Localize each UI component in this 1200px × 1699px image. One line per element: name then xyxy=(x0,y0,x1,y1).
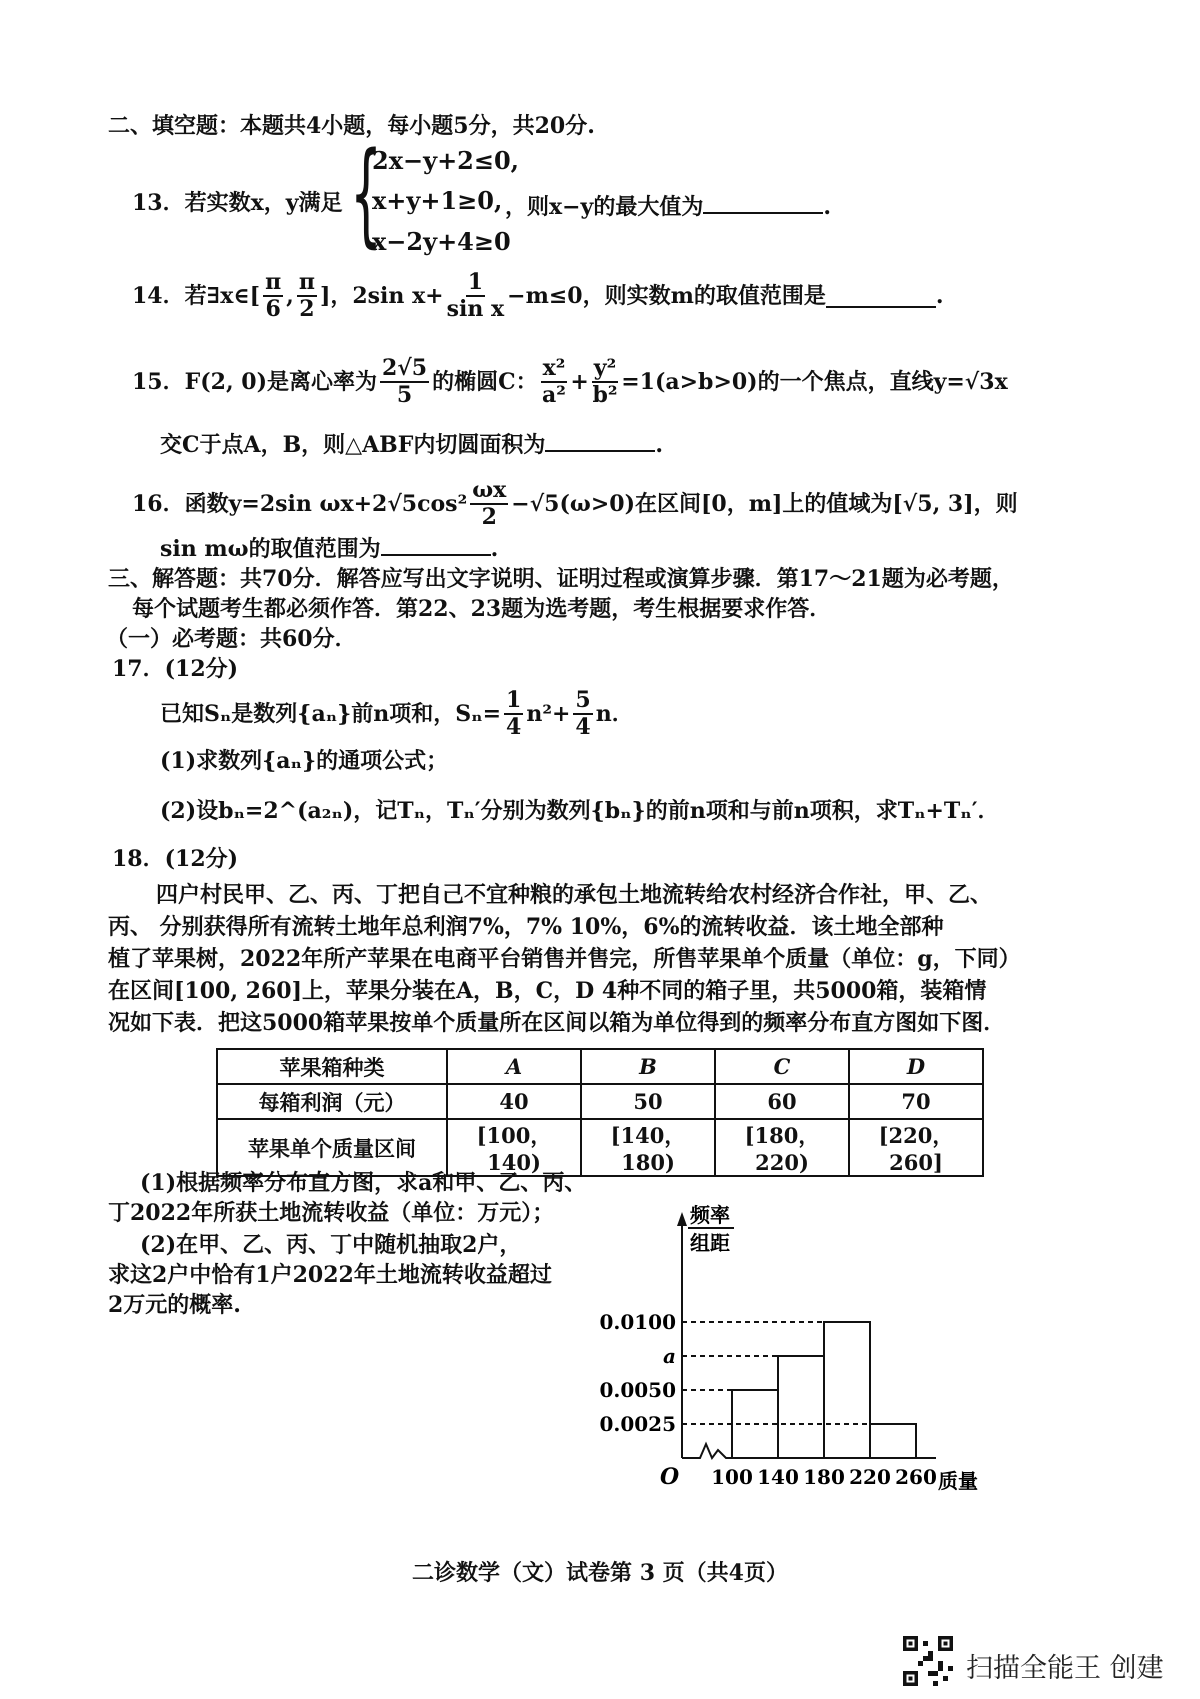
q14-line xyxy=(132,270,944,323)
q14-frac-1-sinx xyxy=(447,270,505,323)
qr-code-icon xyxy=(903,1636,953,1686)
q18-stem-4: 在区间[100, 260]上，苹果分装在A，B，C，D 4种不同的箱子里，共5000箱，装箱情 xyxy=(108,978,987,1004)
q17-head: 17．(12分) xyxy=(112,656,239,682)
q13-eq3: x−2y+4≥0 xyxy=(372,227,511,256)
q18-stem-2: 丙、 分别获得所有流转土地年总利润7%，7% 10%，6%的流转收益．该土地全部种 xyxy=(108,914,944,940)
q14-end: . xyxy=(935,283,944,310)
x-axis-label: 质量 xyxy=(938,1469,978,1493)
q14-frac-pi6 xyxy=(263,270,283,323)
y-axis-label-denominator: 组距 xyxy=(690,1231,730,1255)
q16-line2 xyxy=(160,532,498,562)
q17-stem-lead: 已知Sₙ是数列{aₙ}前n项和，Sₙ= xyxy=(160,701,502,728)
q14-mid: ]，2sin x+ xyxy=(319,283,444,310)
q13-eq2: x+y+1≥0, xyxy=(372,186,503,215)
frac-num: x² xyxy=(541,356,568,383)
table-row xyxy=(217,1049,983,1084)
apple-box-table xyxy=(216,1048,984,1177)
y-tick-label: a xyxy=(663,1344,676,1368)
q16-line1 xyxy=(132,478,1018,531)
table-cell: 60 xyxy=(715,1084,849,1119)
table-cell: C xyxy=(715,1049,849,1084)
frac-num: 2√5 xyxy=(380,356,429,383)
x-tick-label: 140 xyxy=(757,1465,799,1489)
table-cell: [100，140) xyxy=(447,1119,581,1176)
q16-tail: −√5(ω>0)在区间[0，m]上的值域为[√5, 3]，则 xyxy=(511,491,1018,518)
q17-frac-5-4 xyxy=(573,688,592,741)
y-tick-label: 0.0025 xyxy=(599,1412,676,1436)
q17-part1: (1)求数列{aₙ}的通项公式； xyxy=(160,748,449,774)
origin-label: O xyxy=(660,1464,680,1490)
frequency-histogram xyxy=(590,1196,1040,1516)
x-tick-label: 220 xyxy=(849,1465,891,1489)
q17-stem xyxy=(160,688,634,741)
histogram-bar xyxy=(824,1322,870,1458)
q18-stem-3: 植了苹果树，2022年所产苹果在电商平台销售并售完，所售苹果单个质量（单位：g，下同） xyxy=(108,946,1021,972)
q15-frac-ecc xyxy=(380,356,429,409)
histogram-bar xyxy=(778,1356,824,1458)
q15-mid: 的椭圆C： xyxy=(432,369,538,396)
frac-den: a² xyxy=(542,382,566,409)
q16-lead: 16．函数y=2sin ωx+2√5cos² xyxy=(132,491,468,518)
table-row xyxy=(217,1084,983,1119)
section-2-heading: 二、填空题：本题共4小题，每小题5分，共20分. xyxy=(108,113,595,139)
scanner-watermark: 扫描全能王 创建 xyxy=(966,1653,1164,1684)
table-cell: A xyxy=(447,1049,581,1084)
x-axis xyxy=(682,1444,936,1458)
q15-frac-y xyxy=(592,356,618,409)
section-3-line1: 三、解答题：共70分．解答应写出文字说明、证明过程或演算步骤．第17～21题为必考题， xyxy=(108,566,1014,592)
frac-den: 2 xyxy=(481,504,497,531)
answer-blank xyxy=(381,532,491,556)
q17-frac-1-4 xyxy=(504,688,523,741)
q18-part1-a: (1)根据频率分布直方图，求a和甲、乙、丙、 xyxy=(140,1170,587,1196)
page-footer: 二诊数学（文）试卷第 3 页（共4页） xyxy=(412,1560,788,1586)
q18-stem-5: 况如下表．把这5000箱苹果按单个质量所在区间以箱为单位得到的频率分布直方图如下图． xyxy=(108,1010,1006,1036)
q17-stem-tail: n． xyxy=(595,701,634,728)
y-tick-label: 0.0100 xyxy=(599,1310,676,1334)
x-tick-label: 100 xyxy=(711,1465,753,1489)
frac-den: 4 xyxy=(575,714,591,741)
y-axis-arrow xyxy=(677,1212,687,1226)
frac-den: 6 xyxy=(265,296,281,323)
q15-tail: =1(a>b>0)的一个焦点，直线y=√3x xyxy=(621,369,1008,396)
frac-den: sin x xyxy=(446,296,505,323)
q14-comma: , xyxy=(286,283,294,310)
frac-den: 2 xyxy=(299,296,315,323)
frac-num: π xyxy=(297,270,317,297)
q13-lead: 13．若实数x，y满足 xyxy=(132,190,343,216)
q14-lead: 14．若∃x∈[ xyxy=(132,283,261,310)
table-cell: [220，260] xyxy=(849,1119,983,1176)
q18-part2-b: 求这2户中恰有1户2022年土地流转收益超过 xyxy=(108,1262,552,1288)
table-cell: [180，220) xyxy=(715,1119,849,1176)
q16-frac-wx xyxy=(470,478,508,531)
q17-part2: (2)设bₙ=2^(a₂ₙ)，记Tₙ，Tₙ′分别为数列{bₙ}的前n项和与前n项积，求Tₙ+Tₙ′． xyxy=(160,798,1000,824)
y-axis-label-numerator: 频率 xyxy=(690,1203,730,1227)
q16-end: . xyxy=(490,536,499,562)
x-tick-label: 180 xyxy=(803,1465,845,1489)
q17-mid: n²+ xyxy=(526,701,571,728)
section-3-line2: 每个试题考生都必须作答．第22、23题为选考题，考生根据要求作答． xyxy=(132,596,832,622)
q13-eq1: 2x−y+2≤0, xyxy=(372,146,520,175)
table-cell: 苹果单个质量区间 xyxy=(217,1119,447,1176)
q13-end: . xyxy=(823,194,832,220)
frac-den: 4 xyxy=(506,714,522,741)
frac-num: 1 xyxy=(504,688,523,715)
q14-frac-pi2 xyxy=(297,270,317,323)
answer-blank xyxy=(826,284,936,308)
q15-line1 xyxy=(132,356,1008,409)
table-cell: [140，180) xyxy=(581,1119,715,1176)
section-3-sub: （一）必考题：共60分． xyxy=(106,626,357,652)
q15-lead: 15．F(2, 0)是离心率为 xyxy=(132,369,377,396)
frac-num: 1 xyxy=(466,270,485,297)
frac-num: y² xyxy=(592,356,618,383)
table-cell: B xyxy=(581,1049,715,1084)
table-row xyxy=(217,1119,983,1176)
q15-end: . xyxy=(655,432,664,458)
y-tick-label: 0.0050 xyxy=(599,1378,676,1402)
q18-part1-b: 丁2022年所获土地流转收益（单位：万元）； xyxy=(108,1200,555,1226)
q14-tail: −m≤0，则实数m的取值范围是 xyxy=(507,283,826,310)
q18-part2-c: 2万元的概率. xyxy=(108,1292,241,1318)
q13-tail-text: ，则x−y的最大值为 xyxy=(505,194,704,220)
table-cell: 70 xyxy=(849,1084,983,1119)
answer-blank xyxy=(703,190,823,214)
frac-den: b² xyxy=(592,382,618,409)
x-tick-label: 260 xyxy=(895,1465,937,1489)
frac-num: 5 xyxy=(573,688,592,715)
table-cell: 40 xyxy=(447,1084,581,1119)
answer-blank xyxy=(545,428,655,452)
q16-line2-text: sin mω的取值范围为 xyxy=(160,536,381,562)
q15-line2 xyxy=(160,428,663,458)
q18-head: 18．(12分) xyxy=(112,846,239,872)
histogram-bar xyxy=(870,1424,916,1458)
q15-line2-text: 交C于点A，B，则△ABF内切圆面积为 xyxy=(160,432,546,458)
q18-part2-a: (2)在甲、乙、丙、丁中随机抽取2户， xyxy=(140,1232,522,1258)
frac-num: ωx xyxy=(470,478,508,505)
table-cell: 每箱利润（元） xyxy=(217,1084,447,1119)
frac-den: 5 xyxy=(396,382,413,409)
q18-stem-1: 四户村民甲、乙、丙、丁把自己不宜种粮的承包土地流转给农村经济合作社，甲、乙、 xyxy=(156,882,993,908)
q15-plus: + xyxy=(570,369,589,396)
brace-symbol: { xyxy=(350,129,383,259)
table-cell: 50 xyxy=(581,1084,715,1119)
q13-tail xyxy=(505,190,831,220)
table-cell: D xyxy=(849,1049,983,1084)
frac-num: π xyxy=(263,270,283,297)
q15-frac-x xyxy=(541,356,568,409)
table-cell: 苹果箱种类 xyxy=(217,1049,447,1084)
